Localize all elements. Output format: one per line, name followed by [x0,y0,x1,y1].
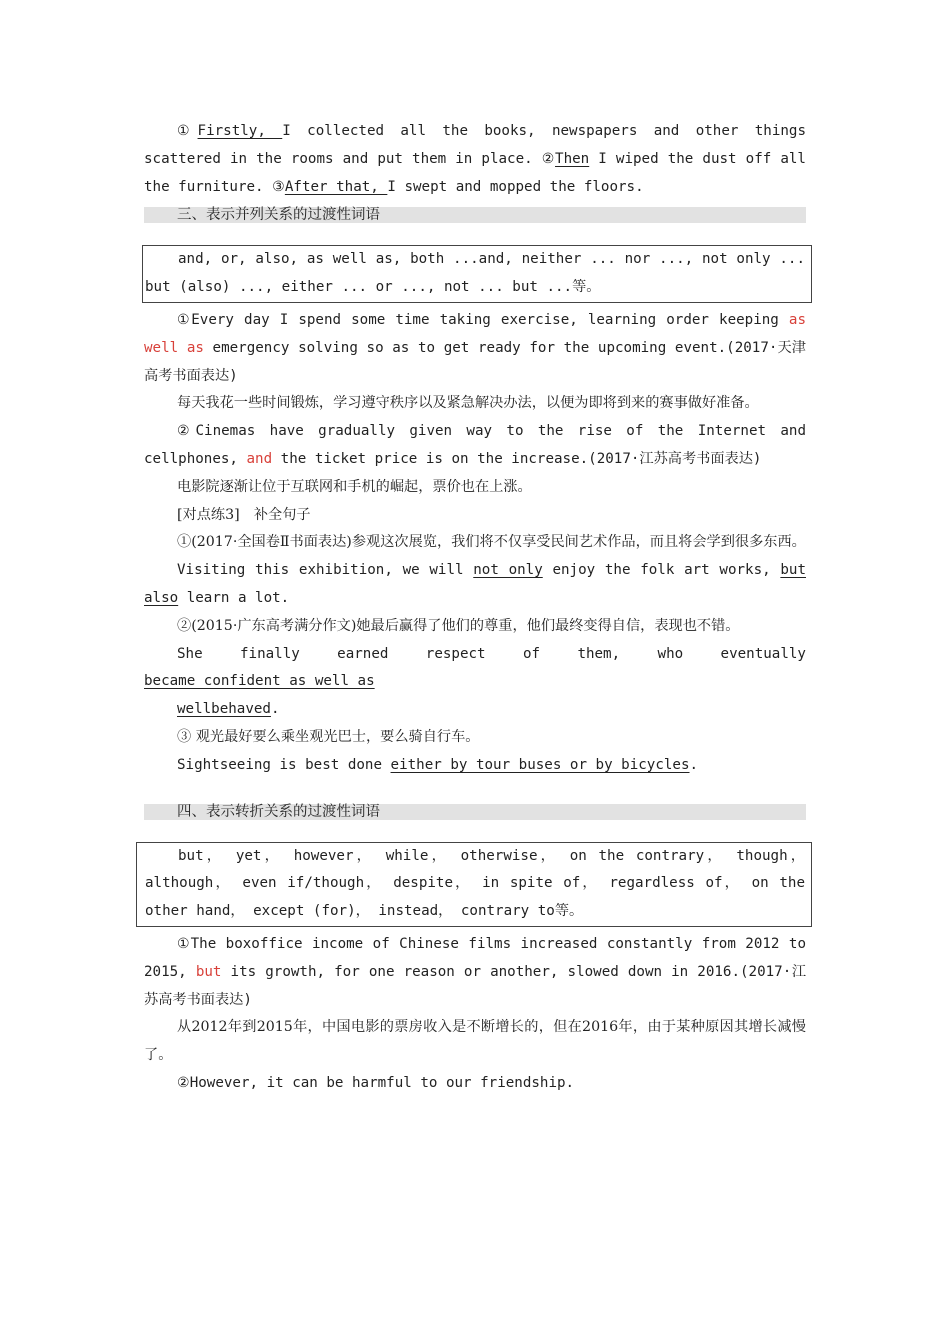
text: I swept and mopped the floors. [387,178,644,195]
word-list-box-contrast [136,842,812,927]
text: ①The boxoffice income of Chinese films increased constantly from 2012 to 2015, [144,935,806,980]
text: the ticket price is on the increase.(2017·江苏高考书面表达) [272,450,762,467]
example-2 [144,418,806,474]
text: Visiting this exhibition, we will [177,562,474,579]
text: I collected all the books, newspapers and other things scattered in the rooms and put them in place. [144,123,807,167]
text: emergency solving so as to get ready for the upcoming event.(2017·天津高考书面表达) [144,339,806,384]
highlight-phrase: as well as [144,311,806,356]
word-list: and, or, also, as well as, both ...and, neither ... nor ..., not only ... but (also) ..., either ... or ..., not ... but ...等。 [145,251,805,296]
example-2-translation: 电影院逐渐让位于互联网和手机的崛起，票价也在上涨。 [177,478,532,495]
drill-2-prompt: ②(2015·广东高考满分作文)她最后赢得了他们的尊重，他们最终变得自信，表现也不错。 [177,617,740,634]
example-1 [144,307,806,390]
word: respect [425,645,486,662]
text: its growth, for one reason or another, slowed down in 2016.(2017·江苏高考书面表达) [144,963,807,1008]
blank-answer: but also [144,562,806,606]
drill-1-answer [144,557,806,613]
blank-answer: not only [473,562,543,579]
circled-number: ③ [272,178,285,195]
text: I wiped the dust off all the furniture. [144,150,806,195]
drill-2-answer-line [144,641,806,669]
drill-title: [对点练3] 补全句子 [177,506,311,523]
word-list: but， yet， however， while， otherwise， on the contrary， though， although， even if/though， despite， in spite of， regardless of， on the other hand， except (for)， instead， contrary to等。 [145,847,805,920]
text: enjoy the folk art works, [542,562,781,579]
blank-answer: After that, [284,178,388,195]
document-page [144,118,806,1098]
word: eventually [720,645,806,662]
blank-answer: became confident as well as [144,673,375,690]
text: ①Every day I spend some time taking exercise, learning order keeping [177,311,789,328]
example-contrast-1 [144,931,806,1014]
blank-answer: wellbehaved [177,701,271,718]
highlight-phrase: but [195,963,222,980]
word: earned [337,645,389,662]
example-contrast-1-translation: 从2012年到2015年，中国电影的票房收入是不断增长的，但在2016年，由于某种原因其增长减慢了。 [144,1019,806,1064]
blank-answer: Firstly, [197,123,283,139]
spacer [144,780,806,798]
text: ②Cinemas have gradually given way to the rise of the Internet and cellphones, [144,423,806,467]
example-contrast-2: ②However, it can be harmful to our friendship. [177,1074,575,1091]
word-list-box-parallel [142,245,812,303]
example-1-translation: 每天我花一些时间锻炼，学习遵守秩序以及紧急解决办法，以便为即将到来的赛事做好准备。 [177,395,759,412]
text: learn a lot. [178,589,290,606]
intro-paragraph [144,118,806,201]
word: who [657,645,684,662]
section-heading-parallel: 三、表示并列关系的过渡性词语 [144,207,806,223]
drill-2-answer-end [144,696,806,724]
text: . [689,756,699,773]
section-heading-contrast: 四、表示转折关系的过渡性词语 [144,804,806,820]
word: of [522,645,541,662]
drill-1-prompt: ①(2017·全国卷Ⅱ书面表达)参观这次展览，我们将不仅享受民间艺术作品，而且将会学到很多东西。 [177,534,806,551]
circled-number: ① [177,123,198,139]
text: . [270,701,280,718]
word: She [177,645,203,662]
text: Sightseeing is best done [177,756,391,773]
drill-3-prompt: ③ 观光最好要么乘坐观光巴士，要么骑自行车。 [177,728,480,745]
highlight-phrase: and [246,450,273,467]
blank-answer: Then [555,150,590,167]
circled-number: ② [541,150,556,167]
drill-3-answer [144,752,806,780]
drill-2-answer-cont [144,668,806,696]
blank-answer: either by tour buses or by bicycles [390,756,690,773]
word: them, [577,645,621,662]
word: finally [240,645,300,662]
